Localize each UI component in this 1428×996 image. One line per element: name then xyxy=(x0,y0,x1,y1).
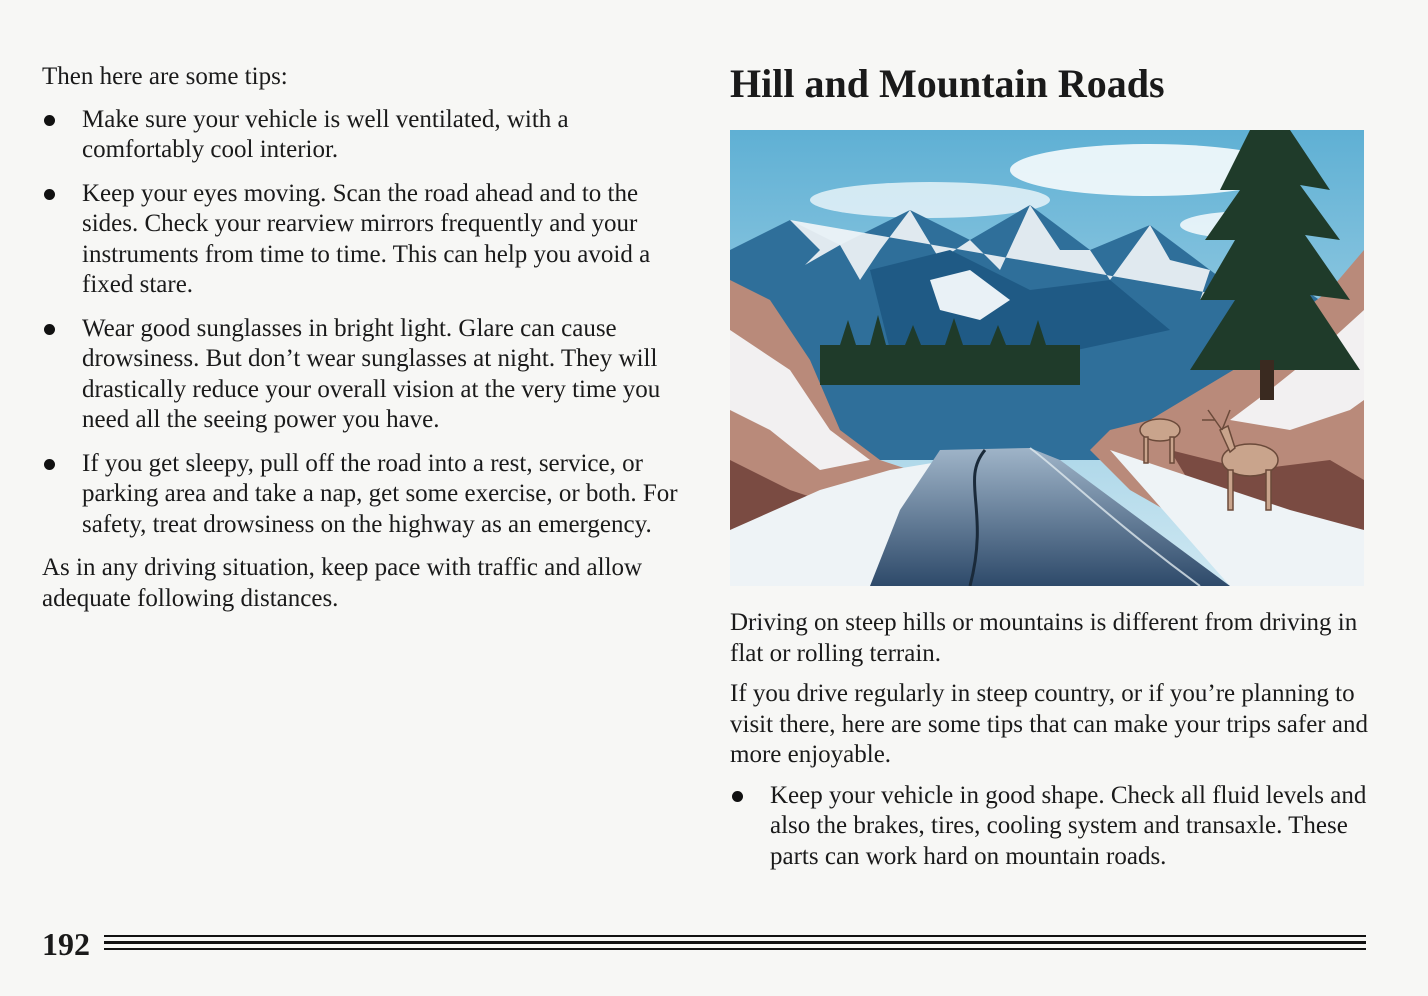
intro-text: Then here are some tips: xyxy=(42,63,288,90)
bullet-icon xyxy=(44,115,55,126)
mountain-tips-list xyxy=(730,781,1370,873)
list-item xyxy=(42,449,682,541)
list-item xyxy=(730,781,1370,873)
section-title: Hill and Mountain Roads xyxy=(730,61,1165,106)
footer-rule xyxy=(104,941,1366,944)
bullet-icon xyxy=(732,791,743,802)
list-item-text: Keep your eyes moving. Scan the road ahead and to the sides. Check your rearview mirrors frequently and your instruments from time to time. This can help you avoid a fixed stare. xyxy=(82,179,651,298)
closing-paragraph: As in any driving situation, keep pace with traffic and allow adequate following distances. xyxy=(42,554,643,612)
list-item xyxy=(42,314,682,436)
footer-rule xyxy=(104,935,1366,937)
tips-list xyxy=(42,105,682,541)
mountain-road-illustration xyxy=(730,130,1364,586)
page-number: 192 xyxy=(42,926,90,962)
list-item-text: Make sure your vehicle is well ventilated, with a comfortably cool interior. xyxy=(82,105,569,163)
list-item xyxy=(42,105,682,166)
footer-rule xyxy=(104,948,1366,950)
bullet-icon xyxy=(44,459,55,470)
tips-paragraph: If you drive regularly in steep country, or if you’re planning to visit there, here are some tips that can make your trips safer and more enjoyable. xyxy=(730,680,1368,768)
list-item-text: Wear good sunglasses in bright light. Glare can cause drowsiness. But don’t wear sunglasses at night. They will drastically reduce your overall vision at the very time you need all the seeing power you have. xyxy=(82,314,661,433)
right-column xyxy=(730,62,1370,885)
list-item xyxy=(42,179,682,301)
list-item-text: Keep your vehicle in good shape. Check all fluid levels and also the brakes, tires, cooling system and transaxle. These parts can work hard on mountain roads. xyxy=(770,781,1367,870)
intro-paragraph: Driving on steep hills or mountains is different from driving in flat or rolling terrain. xyxy=(730,609,1358,667)
left-column xyxy=(42,62,682,614)
bullet-icon xyxy=(44,324,55,335)
list-item-text: If you get sleepy, pull off the road into a rest, service, or parking area and take a nap, get some exercise, or both. For safety, treat drowsiness on the highway as an emergency. xyxy=(82,449,678,538)
page-footer xyxy=(42,924,1366,964)
bullet-icon xyxy=(44,189,55,200)
